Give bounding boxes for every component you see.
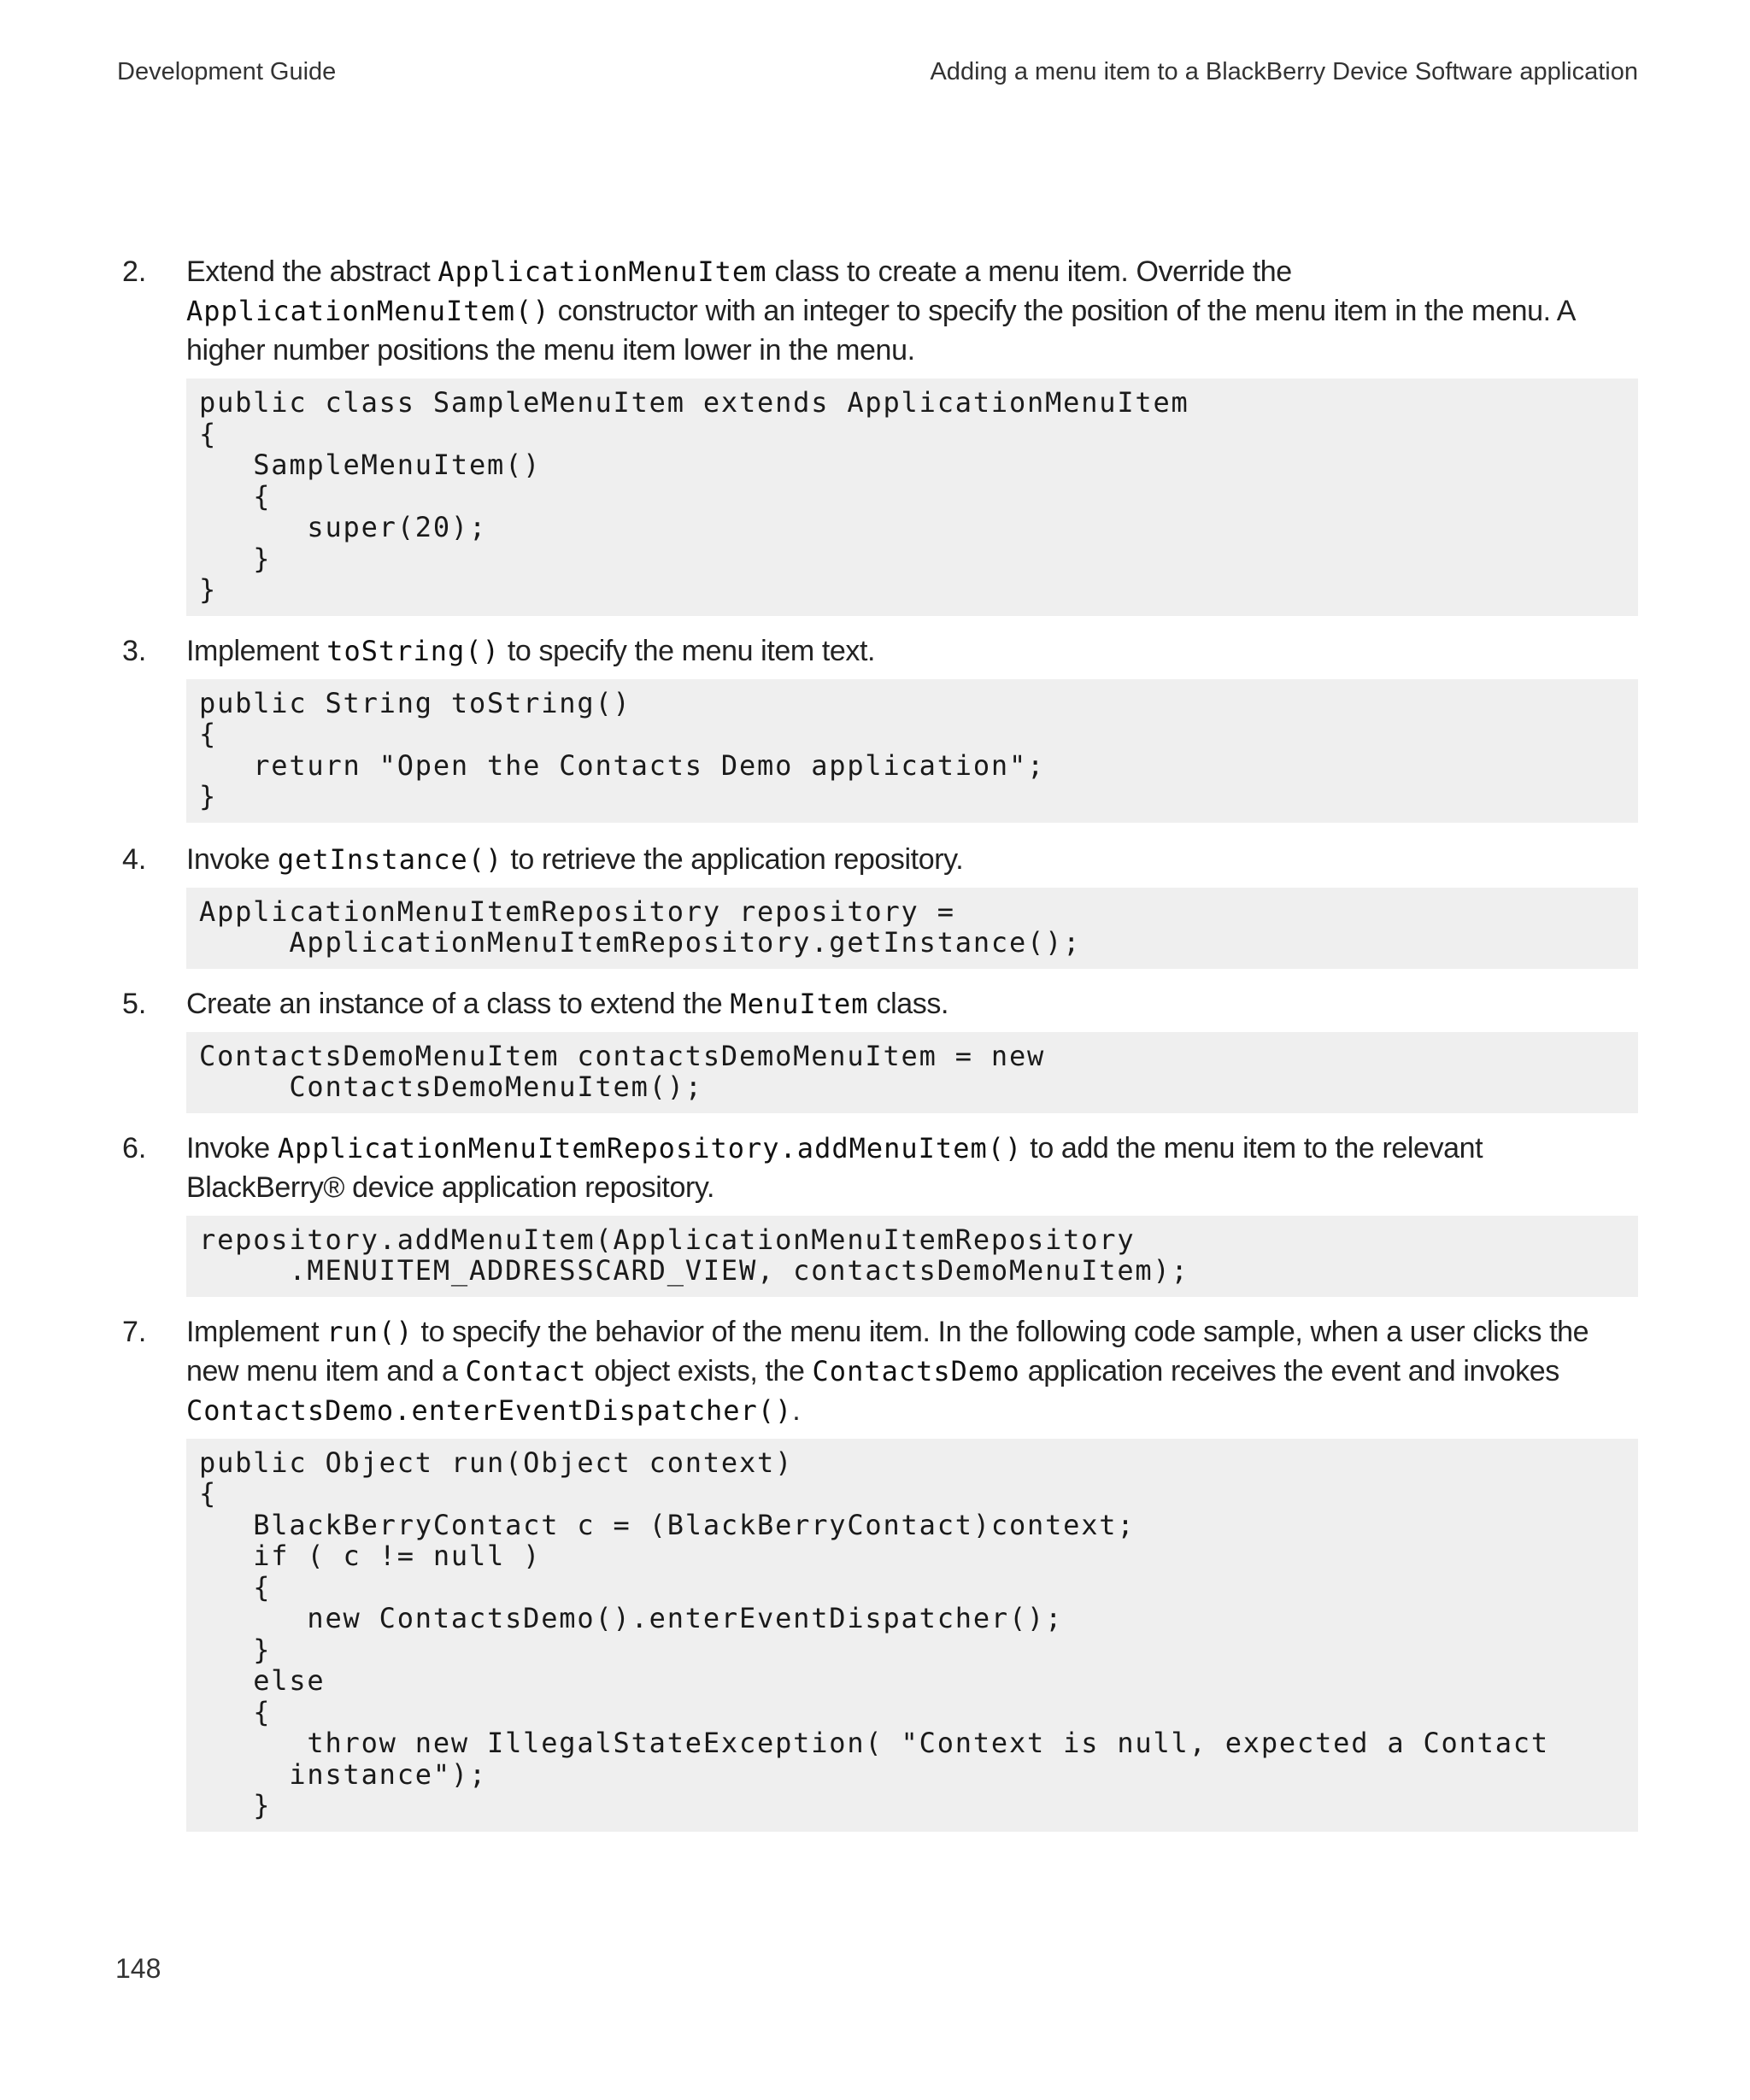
inline-code: ContactsDemo.enterEventDispatcher() [186, 1393, 793, 1427]
inline-code: ApplicationMenuItem() [186, 295, 550, 327]
step-5 [117, 984, 1638, 1113]
inline-code: getInstance() [277, 842, 503, 876]
step-number: 5. [122, 987, 147, 1020]
code-block: public String toString() { return "Open the Contacts Demo application"; } [186, 679, 1638, 823]
running-header-left: Development Guide [117, 58, 337, 85]
step-instruction: Invoke ApplicationMenuItemRepository.addMenuItem() to add the menu item to the relevant BlackBerry® device application repository. [186, 1131, 1483, 1204]
step-number: 4. [122, 842, 147, 876]
code-block: ContactsDemoMenuItem contactsDemoMenuItem = new ContactsDemoMenuItem(); [186, 1032, 1638, 1113]
code-block: repository.addMenuItem(ApplicationMenuItemRepository .MENUITEM_ADDRESSCARD_VIEW, contactsDemoMenuItem); [186, 1216, 1638, 1297]
step-number: 7. [122, 1315, 147, 1348]
inline-code: ApplicationMenuItemRepository.addMenuItem() [277, 1131, 1023, 1164]
step-2 [117, 252, 1638, 616]
step-3 [117, 631, 1638, 823]
code-block: public Object run(Object context) { BlackBerryContact c = (BlackBerryContact)context; if ( c != null ) { new ContactsDemo().enterEventDispatcher(); } else { throw new IllegalStateException( "Context is null, expected a Contact instance"); } [186, 1439, 1638, 1832]
page-number: 148 [115, 1953, 161, 1984]
code-block: ApplicationMenuItemRepository repository = ApplicationMenuItemRepository.getInstance(); [186, 888, 1638, 969]
step-4 [117, 840, 1638, 969]
step-instruction: Implement run() to specify the behavior of the menu item. In the following code sample, when a user clicks the new menu item and a Contact object exists, the ContactsDemo application receives the event and invokes ContactsDemo.enterEventDispatcher(). [186, 1315, 1589, 1427]
inline-code: ApplicationMenuItem [438, 255, 767, 288]
inline-code: ContactsDemo [812, 1354, 1020, 1387]
inline-code: toString() [326, 634, 500, 667]
step-instruction: Implement toString() to specify the menu item text. [186, 634, 876, 667]
running-header-right: Adding a menu item to a BlackBerry Device Software application [930, 58, 1638, 85]
step-7 [117, 1312, 1638, 1832]
step-instruction: Invoke getInstance() to retrieve the application repository. [186, 842, 964, 876]
inline-code: MenuItem [730, 987, 869, 1020]
step-number: 2. [122, 255, 147, 288]
step-number: 3. [122, 634, 147, 667]
step-6 [117, 1129, 1638, 1297]
step-instruction: Create an instance of a class to extend the MenuItem class. [186, 987, 949, 1020]
document-body [117, 252, 1638, 1832]
step-number: 6. [122, 1131, 147, 1164]
code-block: public class SampleMenuItem extends ApplicationMenuItem { SampleMenuItem() { super(20); } } [186, 378, 1638, 616]
step-instruction: Extend the abstract ApplicationMenuItem class to create a menu item. Override the ApplicationMenuItem() constructor with an integer to specify the position of the menu item in the menu. A higher number positions the menu item lower in the menu. [186, 255, 1575, 367]
inline-code: run() [326, 1315, 414, 1348]
inline-code: Contact [465, 1354, 587, 1387]
